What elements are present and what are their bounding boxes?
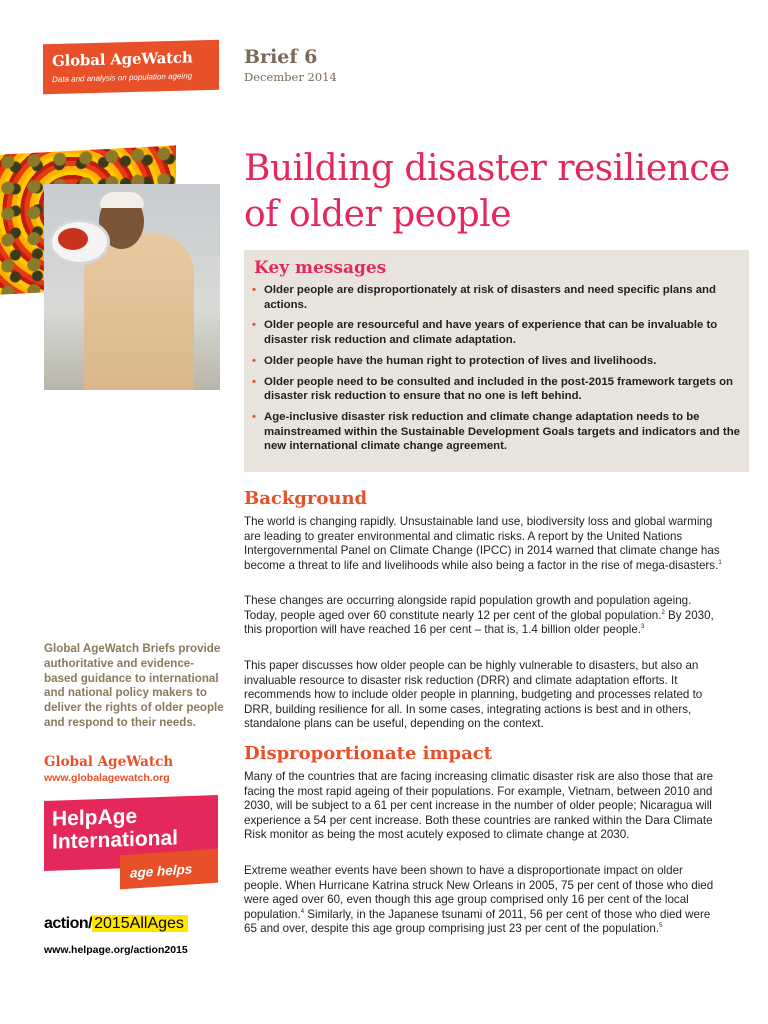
action-2015-logo: action/ 2015AllAges (44, 915, 188, 939)
brief-number: Brief 6 (244, 46, 318, 68)
key-messages-heading: Key messages (254, 258, 387, 278)
action2015-link[interactable]: www.helpage.org/action2015 (44, 944, 188, 956)
age-helps-tag: age helps (120, 849, 218, 890)
sidebar-title: Global AgeWatch (44, 754, 174, 770)
photo-cap (100, 192, 144, 208)
key-messages-list (252, 283, 742, 460)
impact-heading: Disproportionate impact (244, 743, 493, 764)
key-message-item: • Older people are resourceful and have years of experience that can be invaluable to disaster risk reduction and climate adaptation. (252, 319, 718, 346)
globalagewatch-link[interactable]: www.globalagewatch.org (44, 772, 170, 784)
bullet-icon: • (252, 375, 256, 388)
impact-paragraph-2: Extreme weather events have been shown to have a disproportionate impact on older people. When Hurricane Katrina struck New Orleans in 2005, 75 per cent of those who died were aged over 60, even though this age group comprised only 16 per cent of the local population.$^4$ Similarly, in the Japanese tsunami of 2011, 56 per cent of those who died were 65 and over, despite this age group comprising just 23 per cent of the population.$^5$ (244, 864, 714, 936)
bullet-icon: • (252, 284, 256, 296)
megaphone-inner (58, 228, 88, 250)
global-agewatch-logo (43, 40, 219, 95)
cover-photo (44, 184, 220, 390)
bullet-icon: • (252, 410, 256, 423)
logo-title: Global AgeWatch (52, 48, 193, 71)
bullet-icon: • (252, 354, 256, 367)
key-message-item: • Age-inclusive disaster risk reduction and climate change adaptation needs to be mainstreamed within the Sustainable Development Goals targets and indicators and the new international climate change agreement. (252, 410, 740, 453)
page-title: Building disaster resilience of older people (244, 148, 730, 235)
helpage-logo-line2: International (52, 826, 179, 854)
sidebar-blurb: Global AgeWatch Briefs provide authoritative and evidence-based guidance to international and national policy makers to deliver the rights of older people and respond to their needs. (44, 642, 224, 729)
key-message-item: • Older people need to be consulted and included in the post-2015 framework targets on disaster risk reduction to ensure that no one is left behind. (252, 375, 733, 403)
background-paragraph-2: These changes are occurring alongside rapid population growth and population ageing. Today, people aged over 60 constitute nearly 12 per cent of the global population.$^2$ By 2030, this proportion will have reached 16 per cent – that is, 1.4 billion older people.$^3$ (244, 594, 714, 637)
helpage-logo-line1: HelpAge (52, 804, 138, 831)
logo-tagline: Data and analysis on population ageing (52, 71, 193, 85)
brief-date: December 2014 (244, 70, 337, 84)
impact-paragraph-1: Many of the countries that are facing increasing climatic disaster risk are also those that are facing the most rapid ageing of their populations. For example, Vietnam, between 2010 and 2030, will be subject to a 61 per cent increase in the number of older people; Nicaragua will experience a 54 per cent increase. Both these countries are ranked within the Dara Climate Risk monitor as being the most acutely exposed to climate change at 2030. (244, 770, 714, 842)
background-heading: Background (244, 488, 368, 509)
key-message-item: • Older people have the human right to protection of lives and livelihoods. (252, 354, 657, 367)
background-paragraph-1: The world is changing rapidly. Unsustainable land use, biodiversity loss and global warming are leading to greater environmental and climatic risks. A report by the United Nations Intergovernmental Panel on Climate Change (IPCC) in 2014 warned that climate change has become a threat to life and livelihoods while also being a factor in the rise of mega-disasters.$^1$ (244, 515, 722, 572)
background-paragraph-3: This paper discusses how older people can be highly vulnerable to disasters, but also an invaluable resource to disaster risk reduction (DRR) and climate adaptation efforts. It recommends how to include older people in planning, budgeting and processes related to DRR, building resilience for all. In some cases, integrating actions is best and in others, standalone plans can be useful, depending on the context. (244, 659, 703, 731)
bullet-icon: • (252, 319, 256, 332)
key-messages-box (244, 250, 749, 472)
key-message-item: • Older people are disproportionately at risk of disasters and need specific plans and actions. (252, 284, 716, 311)
